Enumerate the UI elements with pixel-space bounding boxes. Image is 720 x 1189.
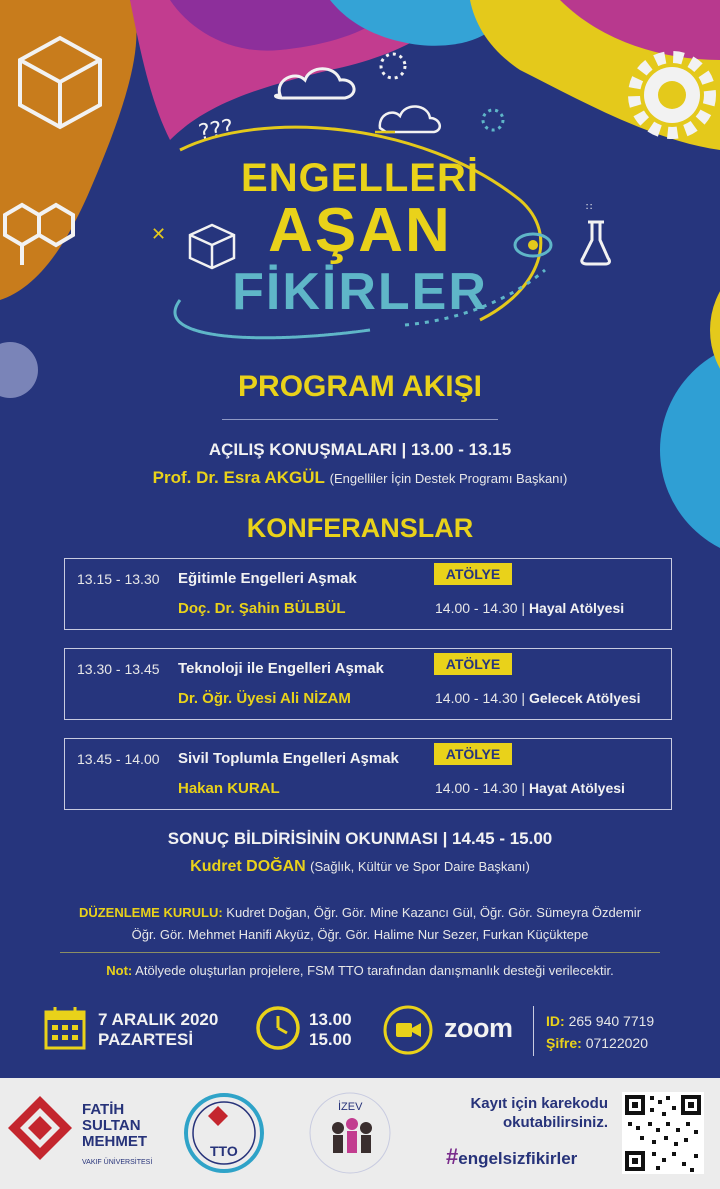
- dotted-circle-small-icon: [483, 110, 503, 130]
- izev-logo-icon: [310, 1093, 390, 1173]
- zoom-logo: zoom: [444, 1013, 513, 1043]
- event-info-row: [0, 1004, 720, 1064]
- title-line-2: AŞAN: [268, 196, 452, 265]
- event-hours: [309, 1010, 352, 1050]
- fsm-subtitle: VAKIF ÜNİVERSİTESİ: [82, 1159, 153, 1166]
- hashtag-symbol: #: [446, 1144, 459, 1169]
- conference-row: [64, 648, 672, 720]
- conference-speaker: Doç. Dr. Şahin BÜLBÜL: [178, 600, 346, 617]
- committee-line-1: Kudret Doğan, Öğr. Gör. Mine Kazancı Gül, Öğr. Gör. Sümeyra Özdemir: [226, 905, 642, 920]
- opening-heading: AÇILIŞ KONUŞMALARI | 13.00 - 13.15: [208, 440, 512, 459]
- workshop-name: Hayat Atölyesi: [528, 780, 625, 796]
- event-date: [98, 1010, 218, 1050]
- opening-speaker-line: [0, 468, 720, 488]
- workshop-time: 14.00 - 14.30: [435, 690, 518, 706]
- workshop-info: 14.00 - 14.30 | Hayat Atölyesi: [435, 780, 625, 796]
- meeting-id: 265 940 7719: [568, 1013, 655, 1029]
- conference-speaker: Hakan KURAL: [178, 780, 280, 797]
- opening-speaker-role: (Engelliler İçin Destek Programı Başkanı): [329, 471, 568, 486]
- workshop-name: Hayal Atölyesi: [528, 600, 625, 616]
- committee-line-2: Öğr. Gör. Mehmet Hanifi Akyüz, Öğr. Gör. Halime Nur Sezer, Furkan Küçüktepe: [131, 927, 589, 942]
- registration-text: [420, 1094, 608, 1132]
- conferences-title: KONFERANSLAR: [246, 513, 474, 543]
- conference-topic: Eğitimle Engelleri Aşmak: [178, 570, 357, 587]
- event-start: 13.00: [309, 1010, 352, 1029]
- workshop-time: 14.00 - 14.30: [435, 780, 518, 796]
- sparkle-icon: ✕: [151, 224, 167, 245]
- tto-label: TTO: [210, 1143, 238, 1159]
- workshop-info: 14.00 - 14.30 | Hayal Atölyesi: [435, 600, 625, 616]
- fsm-line-1: FATİH: [82, 1101, 125, 1118]
- calendar-icon: [46, 1007, 84, 1048]
- registration-line-2: okutabilirsiniz.: [502, 1114, 608, 1131]
- hashtag: [446, 1144, 577, 1170]
- workshop-badge: ATÖLYE: [434, 653, 512, 675]
- meeting-credentials: [546, 1010, 654, 1054]
- opening-speaker: Prof. Dr. Esra AKGÜL: [152, 468, 325, 487]
- note-divider: [60, 952, 660, 953]
- closing-heading: SONUÇ BİLDİRİSİNİN OKUNMASI | 14.45 - 15.00: [167, 829, 553, 848]
- closing-speaker-line: [0, 858, 720, 876]
- hashtag-text: engelsizfikirler: [458, 1149, 578, 1168]
- conference-speaker: Dr. Öğr. Üyesi Ali NİZAM: [178, 690, 351, 707]
- registration-line-1: Kayıt için karekodu: [470, 1095, 608, 1112]
- conference-topic: Sivil Toplumla Engelleri Aşmak: [178, 750, 399, 767]
- event-end: 15.00: [309, 1030, 352, 1049]
- fsm-logo-icon: [8, 1096, 72, 1160]
- program-title-underline: [222, 419, 498, 420]
- fsm-line-3: MEHMET: [82, 1133, 147, 1150]
- video-camera-icon: [385, 1007, 431, 1053]
- closing-speaker: Kudret DOĞAN: [190, 858, 306, 875]
- title-line-1: ENGELLERİ: [241, 156, 479, 200]
- question-marks-icon: ???: [196, 115, 236, 146]
- workshop-name: Gelecek Atölyesi: [528, 690, 641, 706]
- meeting-password-label: Şifre:: [546, 1035, 582, 1051]
- cloud-outline-icon: [380, 106, 440, 132]
- conference-time: 13.30 - 13.45: [77, 661, 160, 677]
- fsm-line-2: SULTAN: [82, 1117, 141, 1134]
- clock-icon: [258, 1008, 298, 1048]
- conference-time: 13.15 - 13.30: [77, 571, 160, 587]
- fsm-logo-text: [82, 1102, 147, 1150]
- footer: [0, 1078, 720, 1189]
- workshop-info: 14.00 - 14.30 | Gelecek Atölyesi: [435, 690, 641, 706]
- note-text: Atölyede oluşturlan projelere, FSM TTO tarafından danışmanlık desteği verilecektir.: [135, 963, 614, 978]
- qr-code-icon: [622, 1092, 704, 1174]
- conference-row: [64, 738, 672, 810]
- closing-speaker-role: (Sağlık, Kültür ve Spor Daire Başkanı): [310, 859, 530, 874]
- workshop-time: 14.00 - 14.30: [435, 600, 518, 616]
- event-date-line-2: PAZARTESİ: [98, 1030, 194, 1049]
- title-line-3: FİKİRLER: [232, 263, 488, 321]
- meeting-password: 07122020: [585, 1035, 648, 1051]
- svg-text:∷: ∷: [586, 202, 593, 213]
- izev-label: İZEV: [338, 1101, 363, 1113]
- note-label: Not:: [106, 963, 133, 978]
- committee-label: DÜZENLEME KURULU:: [78, 905, 223, 920]
- dotted-circle-icon: [381, 54, 405, 78]
- conference-row: [64, 558, 672, 630]
- workshop-badge: ATÖLYE: [434, 563, 512, 585]
- organizing-committee: [40, 902, 680, 946]
- meeting-id-label: ID:: [546, 1013, 565, 1029]
- conference-topic: Teknoloji ile Engelleri Aşmak: [178, 660, 384, 677]
- meeting-separator: [533, 1006, 534, 1056]
- program-title: PROGRAM AKIŞI: [238, 370, 482, 403]
- conference-time: 13.45 - 14.00: [77, 751, 160, 767]
- note: [0, 963, 720, 978]
- workshop-badge: ATÖLYE: [434, 743, 512, 765]
- event-date-line-1: 7 ARALIK 2020: [98, 1010, 219, 1029]
- tto-logo-icon: [186, 1095, 262, 1171]
